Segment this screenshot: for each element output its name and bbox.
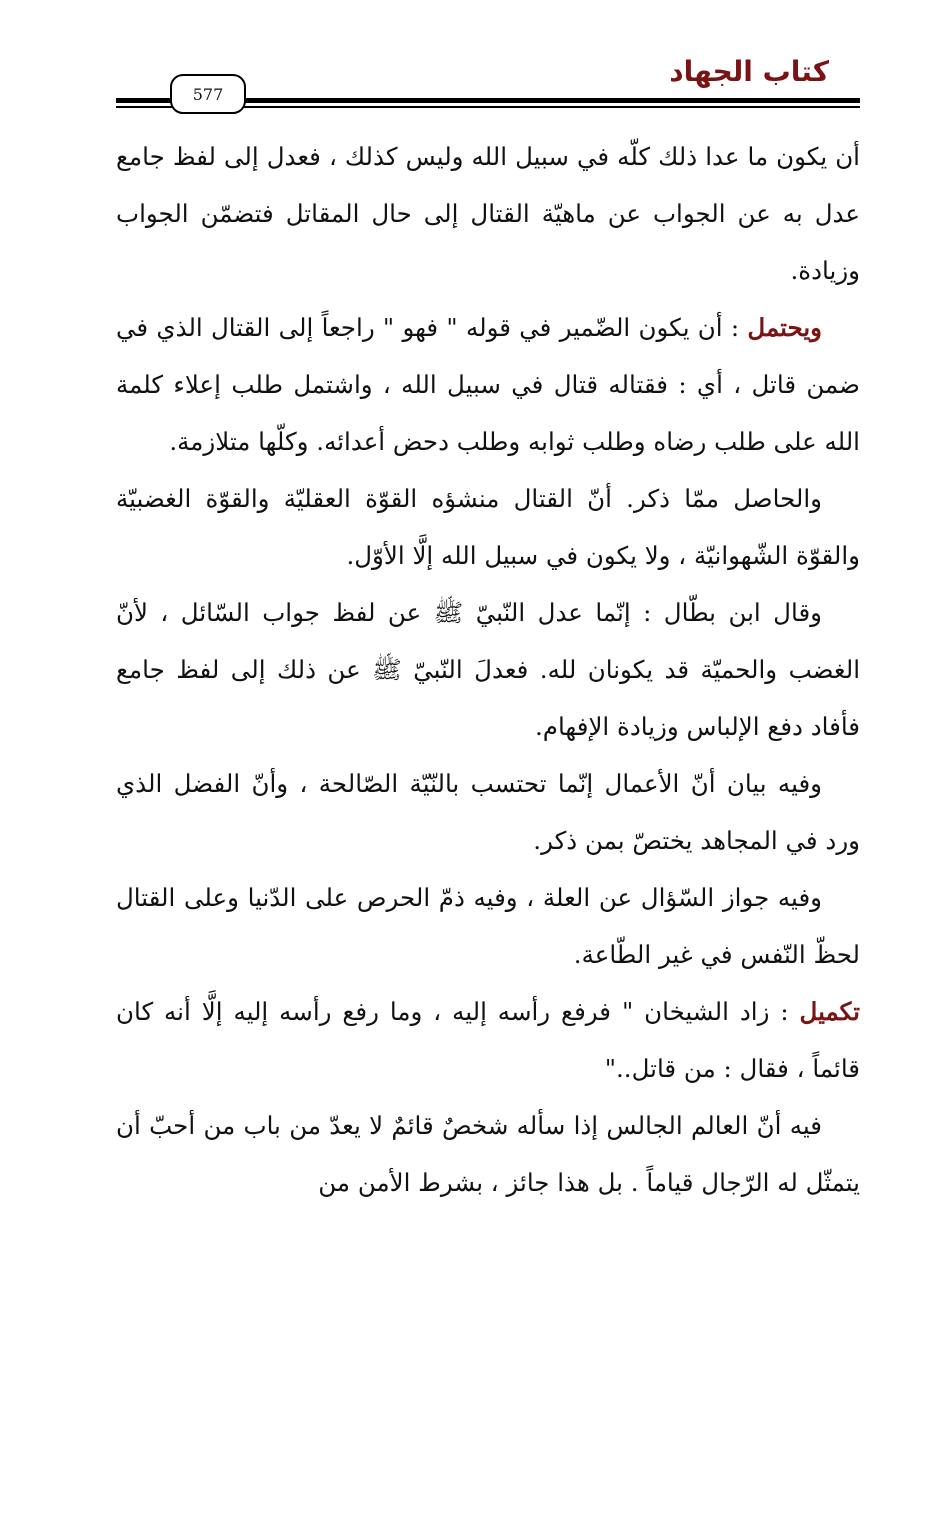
paragraph-text: : أن يكون الضّمير في قوله " فهو " راجعاً إلى القتال الذي في ضمن قاتل ، أي : فقتاله قتال في سبيل الله ، واشتمل طلب إعلاء كلمة الله على طلب رضاه وطلب ثوابه وطلب دحض أعدائه. وكلّها متلازمة. (116, 313, 860, 456)
paragraph-text: أن يكون ما عدا ذلك كلّه في سبيل الله وليس كذلك ، فعدل إلى لفظ جامع عدل به عن الجواب عن ماهيّة القتال إلى حال المقاتل فتضمّن الجواب وزيادة. (116, 142, 860, 285)
paragraph-5 (116, 755, 860, 869)
paragraph-7 (116, 983, 860, 1097)
paragraph-text: والحاصل ممّا ذكر. أنّ القتال منشؤه القوّة العقليّة والقوّة الغضبيّة والقوّة الشّهوانيّة ، ولا يكون في سبيل الله إلَّا الأوّل. (116, 484, 860, 570)
paragraph-text: وقال ابن بطّال : إنّما عدل النّبيّ ﷺ عن لفظ جواب السّائل ، لأنّ الغضب والحميّة قد يكونان لله. فعدلَ النّبيّ ﷺ عن ذلك إلى لفظ جامع فأفاد دفع الإلباس وزيادة الإفهام. (116, 598, 860, 741)
paragraph-text: فيه أنّ العالم الجالس إذا سأله شخصٌ قائمٌ لا يعدّ من باب من أحبّ أن يتمثّل له الرّجال قياماً . بل هذا جائز ، بشرط الأمن من (116, 1111, 860, 1197)
page-number: 577 (170, 74, 246, 114)
paragraph-text: وفيه بيان أنّ الأعمال إنّما تحتسب بالنّيّة الصّالحة ، وأنّ الفضل الذي ورد في المجاهد يختصّ بمن ذكر. (116, 769, 860, 855)
paragraph-text: وفيه جواز السّؤال عن العلة ، وفيه ذمّ الحرص على الدّنيا وعلى القتال لحظّ النّفس في غير الطّاعة. (116, 883, 860, 969)
paragraph-2 (116, 299, 860, 470)
paragraph-4 (116, 584, 860, 755)
paragraph-text: : زاد الشيخان " فرفع رأسه إليه ، وما رفع رأسه إليه إلَّا أنه كان قائماً ، فقال : من قاتل.." (116, 997, 860, 1083)
paragraph-6 (116, 869, 860, 983)
paragraph-8 (116, 1097, 860, 1211)
paragraph-1 (116, 128, 860, 299)
book-title: كتاب الجهاد (669, 55, 829, 88)
keyword-lead: ويحتمل (747, 313, 822, 342)
page-body (116, 128, 860, 1211)
keyword-lead: تكميل (799, 997, 860, 1026)
paragraph-3 (116, 470, 860, 584)
